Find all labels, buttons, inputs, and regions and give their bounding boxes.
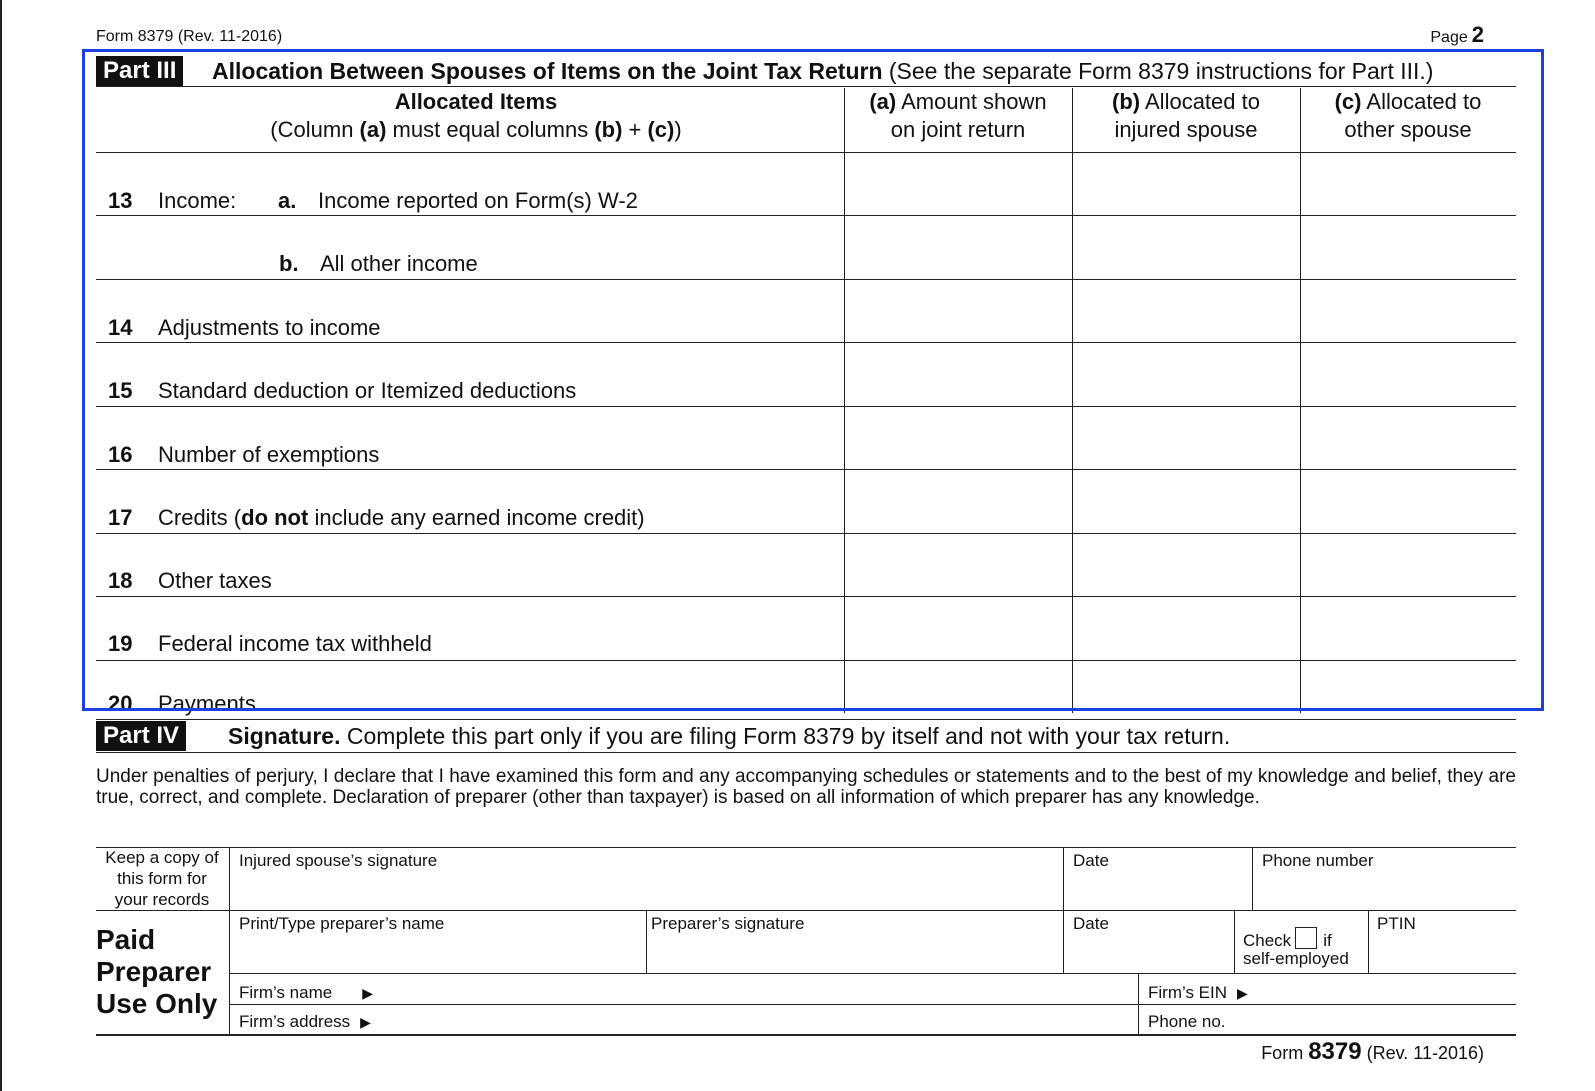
line-16-number: 16 [108, 442, 133, 467]
perjury-declaration: Under penalties of perjury, I declare that I have examined this form and any accompanying schedules or statements and to the best of my knowledge and belief, they are true, correct, and complete. Declaration of preparer (other than taxpayer) is based on all information of which preparer has any knowledge. [96, 766, 1516, 808]
line-14-number: 14 [108, 315, 133, 340]
col-b-header: (b) Allocated to injured spouse [1112, 89, 1260, 142]
page-edge [0, 0, 2, 1091]
sig-col-divider [229, 847, 230, 1035]
line-17-label: Credits (do not include any earned income credit) [158, 505, 645, 530]
paid-preparer-heading: Paid Preparer Use Only [96, 924, 218, 1019]
col-items-title: Allocated Items [394, 89, 558, 114]
part-4-top-rule [96, 719, 1516, 720]
preparer-signature-field[interactable]: Preparer’s signature [651, 914, 805, 933]
line-14-label: Adjustments to income [158, 315, 381, 340]
line-18-label: Other taxes [158, 568, 272, 593]
self-employed-checkbox[interactable] [1295, 927, 1317, 949]
line-18-number: 18 [108, 568, 133, 593]
preparer-date-field[interactable]: Date [1073, 914, 1109, 933]
part-4-title-rule [96, 752, 1516, 753]
sig-grid-bottom [96, 1034, 1516, 1036]
footer-form-id: Form 8379 (Rev. 11-2016) [1261, 1038, 1484, 1065]
line-15-label: Standard deduction or Itemized deductions [158, 378, 577, 403]
arrow-icon: ▶ [1237, 985, 1248, 1001]
sig-col-divider [1234, 910, 1235, 973]
self-employed-label: self-employed [1243, 949, 1349, 968]
sig-grid-top [96, 847, 1516, 848]
sig-grid-row-2 [229, 973, 1516, 974]
self-employed-check: Check if [1243, 927, 1332, 951]
signature-date-field[interactable]: Date [1073, 851, 1109, 870]
ptin-field[interactable]: PTIN [1377, 914, 1416, 933]
arrow-icon: ▶ [360, 1014, 371, 1030]
keep-copy-note: Keep a copy of this form for your records [105, 848, 219, 909]
line-20-number: 20 [108, 691, 133, 716]
part-3-title-bold: Allocation Between Spouses of Items on the Joint Tax Return [212, 58, 883, 84]
sig-col-divider [1063, 847, 1064, 973]
phone-number-field[interactable]: Phone number [1262, 851, 1374, 870]
selection-highlight-box [82, 49, 1544, 711]
sig-col-divider [1368, 910, 1369, 973]
line-13a-letter: a. [278, 188, 297, 213]
sig-grid-row-3 [229, 1004, 1516, 1005]
col-c-header: (c) Allocated to other spouse [1334, 89, 1482, 142]
firm-phone-field[interactable]: Phone no. [1148, 1012, 1226, 1031]
page-label: Page [1430, 29, 1468, 46]
line-17-number: 17 [108, 505, 133, 530]
firm-name-field[interactable]: Firm’s name ▶ [239, 983, 373, 1002]
line-13a-text: Income reported on Form(s) W-2 [318, 188, 638, 213]
part-3-tag: Part III [96, 56, 183, 86]
injured-spouse-signature-field[interactable]: Injured spouse’s signature [239, 851, 438, 870]
preparer-name-field[interactable]: Print/Type preparer’s name [239, 914, 445, 933]
form-reference: Form 8379 (Rev. 11-2016) [96, 28, 283, 45]
line-13b-text: All other income [320, 251, 478, 276]
firm-ein-field[interactable]: Firm’s EIN ▶ [1148, 983, 1248, 1002]
line-16-label: Number of exemptions [158, 442, 380, 467]
sig-col-divider [1252, 847, 1253, 910]
page-number [1430, 22, 1484, 48]
part-3-title-note: (See the separate Form 8379 instructions for Part III.) [888, 58, 1434, 84]
arrow-icon: ▶ [362, 985, 373, 1001]
line-19-label: Federal income tax withheld [158, 631, 432, 656]
col-a-header: (a) Amount shown on joint return [869, 89, 1047, 142]
sig-col-divider [646, 910, 647, 973]
line-13-label: Income: [158, 188, 237, 213]
part-4-tag: Part IV [96, 721, 186, 751]
line-19-number: 19 [108, 631, 133, 656]
line-15-number: 15 [108, 378, 133, 403]
firm-address-field[interactable]: Firm’s address ▶ [239, 1012, 371, 1031]
page-number-value: 2 [1471, 22, 1484, 47]
line-20-label: Payments [158, 691, 256, 716]
part-4-title: Signature. Complete this part only if you are filing Form 8379 by itself and not with your tax return. [228, 723, 1231, 749]
col-items-subtitle: (Column (a) must equal columns (b) + (c)) [270, 117, 682, 142]
line-13b-letter: b. [279, 251, 299, 276]
sig-grid-row-1 [96, 910, 1516, 911]
line-13-number: 13 [108, 188, 133, 213]
sig-col-divider [1138, 973, 1139, 1035]
